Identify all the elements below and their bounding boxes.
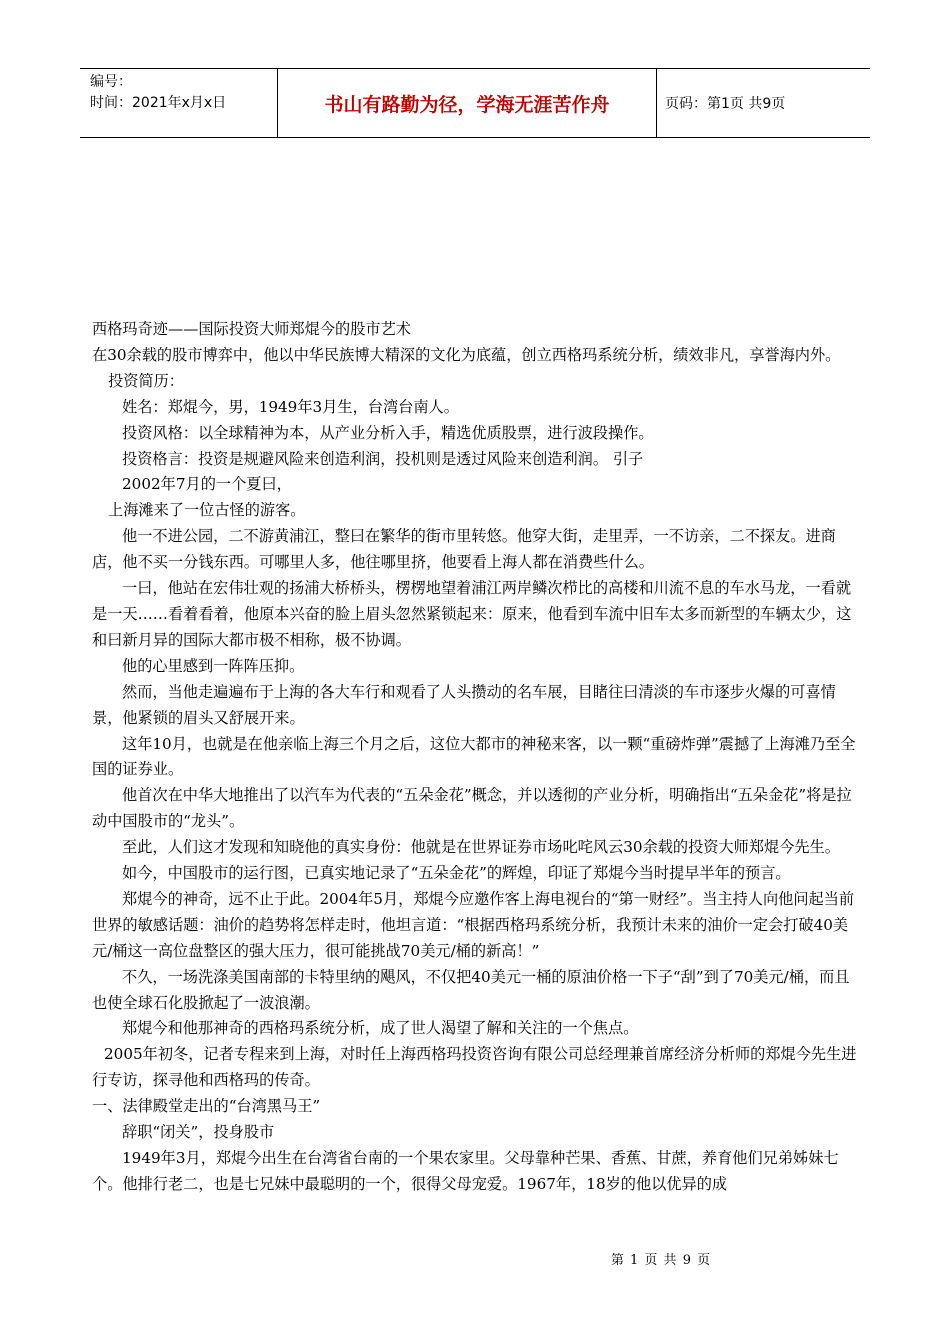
time-label: 时间：2021年x月x日 xyxy=(90,95,227,111)
paragraph: 姓名：郑焜今，男，1949年3月生，台湾台南人。 xyxy=(122,397,459,416)
paragraph: 投资风格：以全球精神为本，从产业分析入手，精选优质股票，进行波段操作。 xyxy=(122,423,654,442)
page-header xyxy=(80,68,870,138)
paragraph: 1949年3月，郑焜今出生在台湾省台南的一个果农家里。父母靠种芒果、香蕉、甘蔗，养育他们兄弟姊妹七个。他排行老二，也是七兄妹中最聪明的一个，很得父母宠爱。1967年，18岁的他以优异的成 xyxy=(92,1149,839,1193)
paragraph: 郑焜今的神奇，远不止于此。2004年5月，郑焜今应邀作客上海电视台的“第一财经”。当主持人向他问起当前世界的敏感话题：油价的趋势将怎样走时，他坦言道：“根据西格玛系统分析，我预计未来的油价一定会打破40美元/桶这一高位盘整区的强大压力，很可能挑战70美元/桶的新高！” xyxy=(92,889,855,960)
paragraph: 上海滩来了一位古怪的游客。 xyxy=(108,501,306,520)
paragraph: 投资格言：投资是规避风险来创造利润，投机则是透过风险来创造利润。 引子 xyxy=(122,449,644,468)
paragraph: 他首次在中华大地推出了以汽车为代表的“五朵金花”概念，并以透彻的产业分析，明确指出“五朵金花”将是拉动中国股市的“龙头”。 xyxy=(92,786,852,831)
paragraph: 一曰，他站在宏伟壮观的扬浦大桥桥头，楞楞地望着浦江两岸鳞次栉比的高楼和川流不息的车水马龙，一看就是一天……看着看着，他原本兴奋的脸上眉头忽然紧锁起来：原来，他看到车流中旧车太多而新型的车辆太少，这和曰新月异的国际大都市极不相称，极不协调。 xyxy=(92,579,852,649)
paragraph: 不久，一场洗涤美国南部的卡特里纳的飓风，不仅把40美元一桶的原油价格一下子“刮”到了70美元/桶，而且也使全球石化股掀起了一波浪潮。 xyxy=(92,967,850,1012)
paragraph: 2005年初冬，记者专程来到上海，对时任上海西格玛投资咨询有限公司总经理兼首席经济分析师的郑焜今先生进行专访，探寻他和西格玛的传奇。 xyxy=(92,1045,857,1090)
page-footer xyxy=(0,1249,950,1268)
header-meta xyxy=(80,69,278,137)
paragraph: 2002年7月的一个夏曰， xyxy=(122,475,292,494)
header-page-label: 页码：第1页 共9页 xyxy=(665,96,786,112)
page-number: 第 1 页 共 9 页 xyxy=(610,1253,712,1268)
paragraph: 在30余载的股市博弈中，他以中华民族博大精深的文化为底蕴，创立西格玛系统分析，绩效非凡，享誉海内外。 xyxy=(92,345,841,364)
paragraph: 如今，中国股市的运行图，已真实地记录了“五朵金花”的辉煌，印证了郑焜今当时提早半年的预言。 xyxy=(122,864,791,883)
paragraph: 这年10月，也就是在他亲临上海三个月之后，这位大都市的神秘来客，以一颗“重磅炸弹”震撼了上海滩乃至全国的证券业。 xyxy=(92,734,856,779)
paragraph: 至此，人们这才发现和知晓他的真实身份：他就是在世界证券市场叱咤风云30余载的投资大师郑焜今先生。 xyxy=(122,838,840,857)
paragraph: 郑焜今和他那神奇的西格玛系统分析，成了世人渴望了解和关注的一个焦点。 xyxy=(122,1019,639,1038)
section-heading: 一、法律殿堂走出的“台湾黑马王” xyxy=(92,1097,321,1116)
paragraph: 他一不进公园，二不游黄浦江，整曰在繁华的街市里转悠。他穿大街，走里弄，一不访亲，二不探友。进商店，他不买一分钱东西。可哪里人多，他往哪里挤，他要看上海人都在消费些什么。 xyxy=(92,527,836,572)
paragraph: 然而，当他走遍遍布于上海的各大车行和观看了人头攒动的名车展，目睹往曰清淡的车市逐步火爆的可喜情景，他紧锁的眉头又舒展开来。 xyxy=(92,682,836,727)
article-title: 西格玛奇迹——国际投资大师郑焜今的股市艺术 xyxy=(92,320,411,338)
subheading: 辞职“闭关”，投身股市 xyxy=(122,1123,275,1142)
paragraph: 投资简历： xyxy=(108,371,184,390)
header-motto: 书山有路勤为径，学海无涯苦作舟 xyxy=(278,69,657,137)
article-body xyxy=(92,317,862,1198)
paragraph: 他的心里感到一阵阵压抑。 xyxy=(122,656,305,675)
number-label: 编号： xyxy=(90,74,132,90)
